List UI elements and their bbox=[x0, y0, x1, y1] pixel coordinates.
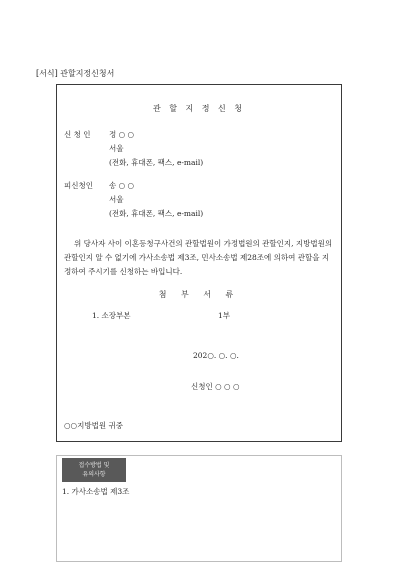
notice-line-1: 1. 가사소송법 제3조 bbox=[62, 487, 130, 496]
applicant-address: 서울 bbox=[109, 144, 124, 153]
applicant-name: 정 ○ ○ bbox=[109, 130, 135, 139]
court-addressee: ○○지방법원 귀중 bbox=[64, 421, 123, 430]
attachment-item-count: 1부 bbox=[218, 311, 231, 320]
attachment-item-name: 1. 소장부본 bbox=[92, 311, 131, 320]
request-body: 위 당사자 사이 이혼등청구사건의 관할법원이 가정법원의 관할인지, 지방법원의 관할인지 알 수 없기에 가사소송법 제3조, 민사소송법 제28조에 의하여 관할을 지정하여 주시기를 신청하는 바입니다. bbox=[64, 239, 333, 276]
attachments-title: 첨 부 서 류 bbox=[158, 290, 240, 299]
respondent-name: 송 ○ ○ bbox=[109, 181, 135, 190]
respondent-contact: (전화, 휴대폰, 팩스, e-mail) bbox=[109, 209, 204, 218]
filing-date: 202○. ○. ○. bbox=[193, 351, 239, 360]
respondent-label: 피신청인 bbox=[64, 181, 93, 190]
applicant-label: 신 청 인 bbox=[64, 130, 91, 139]
applicant-signature: 신청인 ○ ○ ○ bbox=[191, 382, 240, 391]
document-title: 관 할 지 정 신 청 bbox=[152, 104, 246, 113]
form-label: [서식] 관할지정신청서 bbox=[36, 69, 115, 78]
notice-tab bbox=[62, 458, 126, 482]
notice-tab-line2: 유의사항 bbox=[82, 471, 106, 478]
applicant-contact: (전화, 휴대폰, 팩스, e-mail) bbox=[109, 158, 204, 167]
respondent-address: 서울 bbox=[109, 195, 124, 204]
notice-tab-line1: 접수방법 및 bbox=[78, 462, 110, 469]
